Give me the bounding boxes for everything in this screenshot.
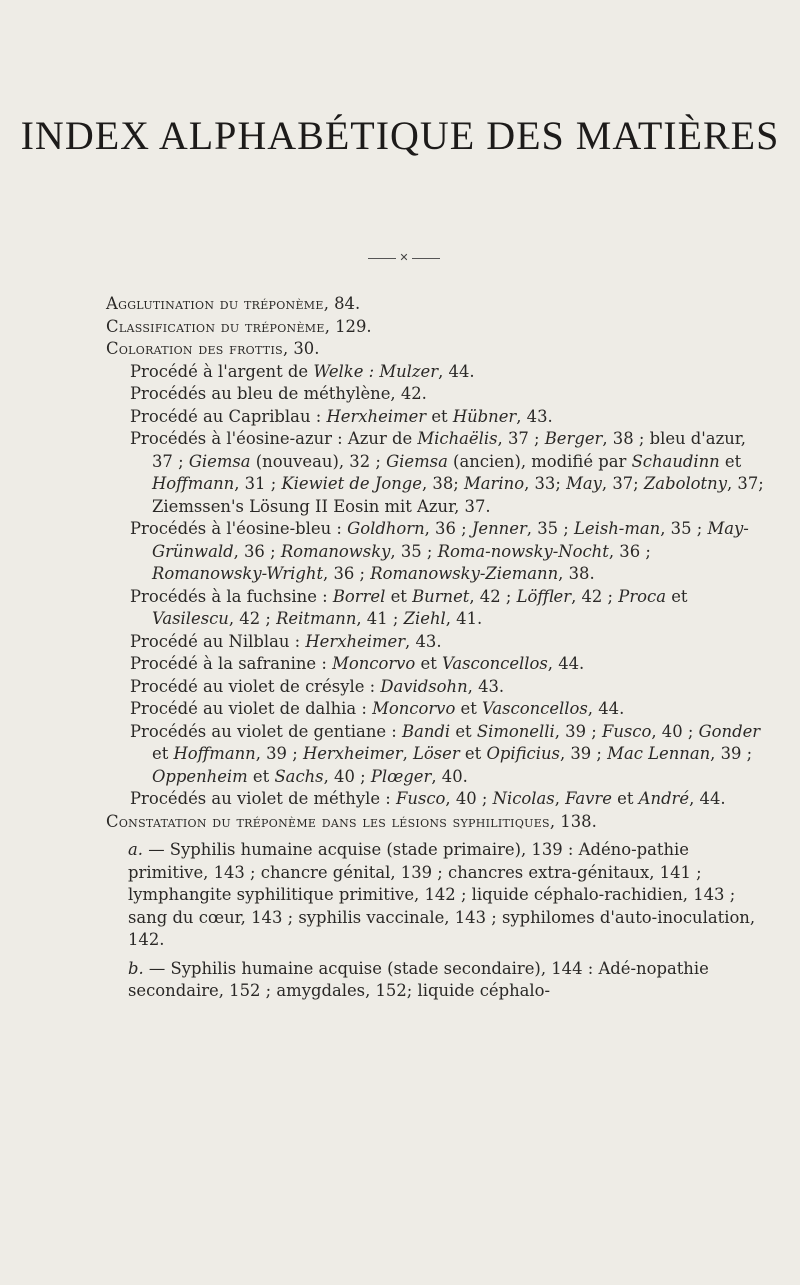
- page-title: INDEX ALPHABÉTIQUE DES MATIÈRES: [20, 113, 780, 158]
- sub-entry: Procédés au violet de méthyle : Fusco, 40 ; Nicolas, Favre et André, 44.: [130, 789, 726, 808]
- sub-entry: Procédés au violet de gentiane : Bandi et Simonelli, 39 ; Fusco, 40 ; Gonder et Hoffmann, 39 ; Herxheimer, Löser et Opificius, 39 ; Mac Lennan, 39 ; Oppenheim et Sachs, 40 ; Plœger, 40.: [130, 721, 761, 786]
- sub-entry: Procédé au violet de dalhia : Moncorvo et Vasconcellos, 44.: [130, 699, 625, 718]
- separator-ornament: ✕: [396, 251, 412, 264]
- sub-entry: Procédés à la fuchsine : Borrel et Burnet, 42 ; Löffler, 42 ; Proca et Vasilescu, 42 ; Reitmann, 41 ; Ziehl, 41.: [130, 586, 688, 628]
- sub-entry: Procédé au Nilblau : Herxheimer, 43.: [130, 631, 442, 651]
- sub-entry: Procédés à l'éosine-azur : Azur de Michaëlis, 37 ; Berger, 38 ; bleu d'azur, 37 ; Giemsa (nouveau), 32 ; Giemsa (ancien), modifié par Schaudinn et Hoffmann, 31 ; Kiewiet de Jonge, 38; Marino, 33; May, 37; Zabolotny, 37; Ziemssen's Lösung II Eosin mit Azur, 37.: [130, 429, 764, 516]
- sub-entry: Procédés au bleu de méthylène, 42.: [130, 384, 427, 403]
- sub-entry: Procédés à l'éosine-bleu : Goldhorn, 36 ; Jenner, 35 ; Leish-man, 35 ; May-Grünwald, 36 ; Romanowsky, 35 ; Roma-nowsky-Nocht, 36 ; Romanowsky-Wright, 36 ; Romanowsky-Ziemann, 38.: [130, 519, 749, 583]
- sub-entry: Procédé au Capriblau : Herxheimer et Hübner, 43.: [130, 406, 553, 426]
- index-entry: Coloration des frottis, 30.: [106, 339, 320, 358]
- index-entry: Constatation du tréponème dans les lésions syphilitiques, 138.: [106, 811, 597, 831]
- sub-entry: Procédé à la safranine : Moncorvo et Vasconcellos, 44.: [130, 654, 585, 673]
- paragraph-b: b. — Syphilis humaine acquise (stade secondaire), 144 : Adé-nopathie secondaire, 152 ; amygdales, 152; liquide céphalo-: [128, 958, 709, 1000]
- paragraph-a: a. — Syphilis humaine acquise (stade primaire), 139 : Adéno-pathie primitive, 143 ; chancre génital, 139 ; chancres extra-génitaux, 141 ; lymphangite syphilitique primitive, 142 ; liquide céphalo-rachidien, 143 ; sang du cœur, 143 ; syphilis vaccinale, 143 ; syphilomes d'auto-inoculation, 142.: [128, 840, 756, 949]
- sub-entry: Procédé à l'argent de Welke : Mulzer, 44.: [130, 361, 475, 381]
- index-entry: Agglutination du tréponème, 84.: [106, 294, 361, 313]
- index-entry: Classification du tréponème, 129.: [106, 316, 372, 336]
- index-body: [106, 293, 766, 1003]
- sub-entry: Procédé au violet de crésyle : Davidsohn, 43.: [130, 676, 505, 696]
